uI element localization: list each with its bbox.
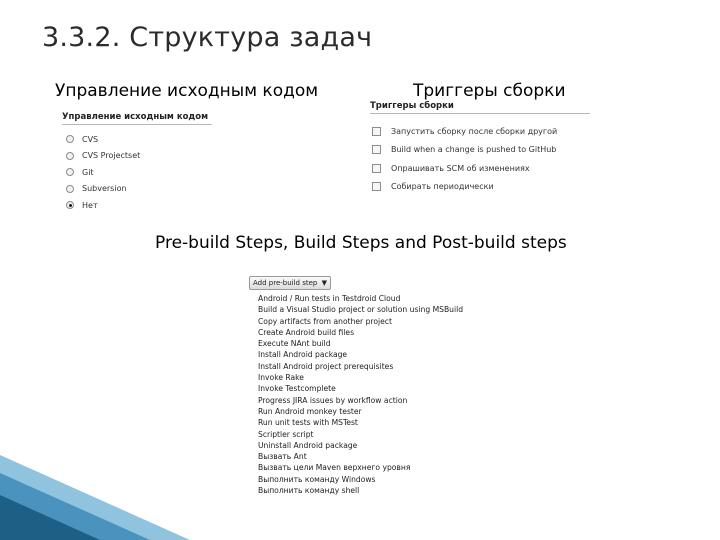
menu-item[interactable]: Android / Run tests in Testdroid Cloud <box>258 294 401 303</box>
menu-item[interactable]: Uninstall Android package <box>258 440 358 450</box>
trigger-periodic[interactable] <box>372 178 592 197</box>
menu-item[interactable]: Build a Visual Studio project or solution using MSBuild <box>258 305 464 315</box>
menu-item[interactable]: Invoke Testcomplete <box>258 384 336 394</box>
menu-item[interactable]: Run unit tests with MSTest <box>258 418 358 428</box>
menu-item[interactable]: Выполнить команду shell <box>258 486 360 496</box>
scm-option-label: Subversion <box>82 184 127 194</box>
scm-option-label: Git <box>82 167 94 177</box>
pre-build-step-menu <box>258 293 463 496</box>
trigger-label: Build when a change is pushed to GitHub <box>391 145 557 155</box>
scm-option-none[interactable] <box>66 197 222 214</box>
radio-icon[interactable] <box>66 168 74 176</box>
radio-icon[interactable] <box>66 152 74 160</box>
trigger-options <box>372 122 592 196</box>
scm-option-git[interactable] <box>66 164 222 181</box>
scm-option-label: CVS Projectset <box>82 151 141 161</box>
scm-heading: Управление исходным кодом <box>55 81 319 101</box>
scm-option-cvs-projectset[interactable] <box>66 148 222 165</box>
menu-item[interactable]: Scriptler script <box>258 429 314 439</box>
menu-item[interactable]: Выполнить команду Windows <box>258 474 376 484</box>
checkbox-icon[interactable] <box>372 127 381 136</box>
checkbox-icon[interactable] <box>372 164 381 173</box>
menu-item[interactable]: Вызвать цели Maven верхнего уровня <box>258 463 411 473</box>
menu-item[interactable]: Copy artifacts from another project <box>258 316 392 326</box>
triggers-panel <box>370 101 592 196</box>
scm-panel-title: Управление исходным кодом <box>62 112 212 125</box>
menu-item[interactable]: Run Android monkey tester <box>258 406 362 416</box>
menu-item[interactable]: Вызвать Ant <box>258 452 307 462</box>
radio-selected-icon[interactable] <box>66 201 74 209</box>
triggers-heading: Триггеры сборки <box>413 81 566 101</box>
scm-option-label: CVS <box>82 134 99 144</box>
build-steps-heading: Pre-build Steps, Build Steps and Post-build steps <box>155 233 567 253</box>
menu-item[interactable]: Execute NAnt build <box>258 339 331 349</box>
trigger-poll-scm[interactable] <box>372 159 592 178</box>
radio-icon[interactable] <box>66 185 74 193</box>
scm-panel <box>62 112 222 212</box>
trigger-github-push[interactable] <box>372 141 592 160</box>
checkbox-icon[interactable] <box>372 182 381 191</box>
scm-option-subversion[interactable] <box>66 181 222 198</box>
menu-item[interactable]: Progress JIRA issues by workflow action <box>258 395 408 405</box>
checkbox-icon[interactable] <box>372 145 381 154</box>
scm-option-cvs[interactable] <box>66 131 222 148</box>
menu-item[interactable]: Install Android package <box>258 350 348 360</box>
dropdown-arrow-icon: ▼ <box>321 279 327 287</box>
trigger-after-other-build[interactable] <box>372 122 592 141</box>
triggers-panel-title: Триггеры сборки <box>370 101 590 114</box>
menu-item[interactable]: Create Android build files <box>258 327 355 337</box>
decorative-corner <box>0 455 190 540</box>
trigger-label: Опрашивать SCM об изменениях <box>391 163 530 173</box>
add-pre-build-step-button[interactable] <box>249 276 331 290</box>
scm-options <box>66 131 222 214</box>
radio-icon[interactable] <box>66 135 74 143</box>
add-pre-build-step-label: Add pre-build step <box>253 279 318 287</box>
trigger-label: Собирать периодически <box>391 182 494 192</box>
scm-option-label: Нет <box>82 200 98 210</box>
menu-item[interactable]: Invoke Rake <box>258 373 304 383</box>
menu-item[interactable]: Install Android project prerequisites <box>258 361 394 371</box>
slide-title: 3.3.2. Структура задач <box>42 22 373 53</box>
trigger-label: Запустить сборку после сборки другой <box>391 126 558 136</box>
